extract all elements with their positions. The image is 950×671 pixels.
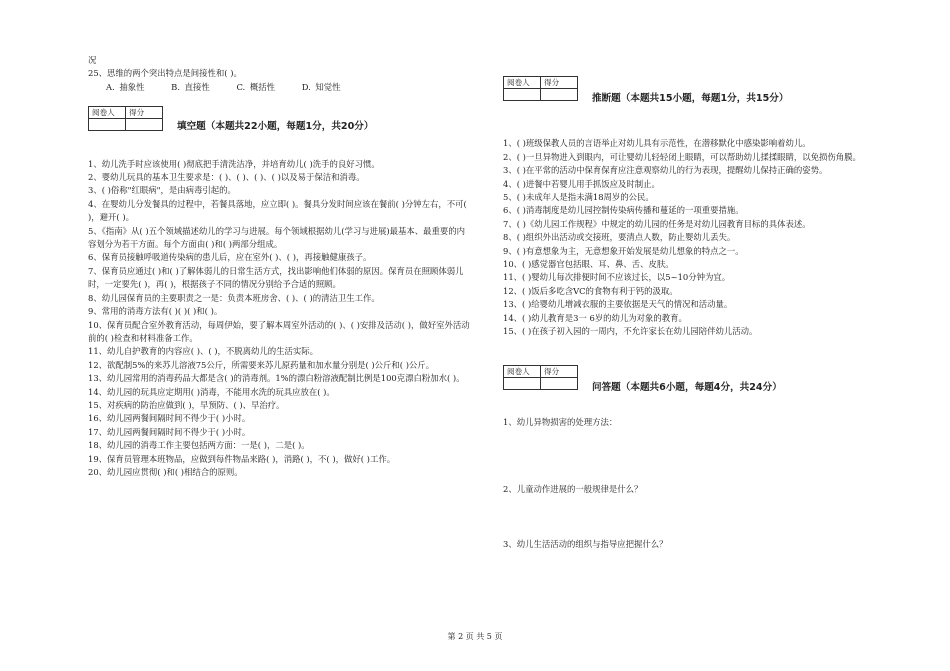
fill-q15: 15、对疾病的防治应做到( )，早预防、( )、早治疗。 bbox=[88, 399, 285, 410]
option-d: D. 知觉性 bbox=[301, 81, 341, 92]
judge-q14: 14、( )幼儿教育是3一 6岁的幼儿为对象的教育。 bbox=[503, 312, 687, 323]
judge-q3: 3、( )在平常的活动中保育保育应注意观察幼儿的行为表现，提醒幼儿保持正确的姿势。 bbox=[503, 165, 828, 176]
qa-section-title: 问答题（本题共6小题，每题4分，共24分） bbox=[592, 381, 782, 393]
fill-q17: 17、幼儿园两餐间隔时间不得少于( )小时。 bbox=[88, 426, 251, 437]
fill-section-title: 填空题（本题共22小题，每题1分，共20分） bbox=[177, 121, 374, 133]
judge-q4: 4、( )进餐中若婴儿用手抓饭应及时制止。 bbox=[503, 178, 660, 189]
score-box bbox=[88, 106, 163, 131]
score-label: 得分 bbox=[126, 107, 163, 119]
fill-q10: 10、保育员配合室外教育活动，每周伊始，要了解本周室外活动的( )、( )安排及活动( )，做好室外活动前的( )检查和材料准备工作。 bbox=[88, 319, 470, 343]
fill-q9: 9、常用的消毒方法有( )( )( )和( )。 bbox=[88, 306, 223, 317]
judge-q15: 15、( )在孩子初入园的一周内，不允许家长在幼儿园陪伴幼儿活动。 bbox=[503, 326, 758, 337]
fill-q6: 6、保育员接触呼吸道传染病的患儿后，应在室外( )、( )，再接触健康孩子。 bbox=[88, 252, 372, 263]
option-c: C. 概括性 bbox=[236, 81, 276, 92]
judge-section-title: 推断题（本题共15小题，每题1分，共15分） bbox=[592, 93, 789, 104]
qa-questions bbox=[503, 416, 883, 551]
qa-q2: 2、儿童动作进展的一般规律是什么？ bbox=[503, 484, 643, 495]
judge-questions bbox=[503, 137, 883, 338]
left-column bbox=[88, 54, 470, 479]
reviewer-label: 阅卷人 bbox=[504, 77, 541, 89]
question-25-options bbox=[88, 81, 470, 94]
judge-q6: 6、( )消毒制度是幼儿园控制传染病传播和蔓延的一项重要措施。 bbox=[503, 205, 744, 216]
fill-questions bbox=[88, 158, 470, 480]
reviewer-cell bbox=[504, 377, 541, 389]
fill-q11: 11、幼儿自护教育的内容应( )、( )，不脱离幼儿的生活实际。 bbox=[88, 346, 319, 357]
judge-q5: 5、( )未成年人是指未满18周岁的公民。 bbox=[503, 192, 654, 203]
fill-q14: 14、幼儿园的玩具应定期用( )消毒，不能用水洗的玩具应放在( )。 bbox=[88, 386, 335, 397]
judge-q13: 13、( )给婴幼儿增减衣服的主要依据是天气的情况和活动量。 bbox=[503, 299, 733, 310]
fill-q5: 5、《指南》从( )五个领域描述幼儿的学习与进展。每个领域根据幼儿(学习与进展)最基本、最重要的内容划分为若干方面。每个方面由( )和( )两部分组成。 bbox=[88, 225, 465, 250]
continued-text: 况 bbox=[88, 55, 97, 65]
judge-q9: 9、( )有意想象为主，无意想象开始发展是幼儿想象的特点之一。 bbox=[503, 245, 744, 256]
score-box bbox=[503, 365, 578, 390]
score-label: 得分 bbox=[541, 365, 578, 377]
fill-q16: 16、幼儿园两餐间隔时间不得少于( )小时。 bbox=[88, 413, 251, 424]
score-box bbox=[503, 76, 578, 101]
fill-q8: 8、幼儿园保育员的主要职责之一是：负责本班房舍、( )、( )的清洁卫生工作。 bbox=[88, 292, 380, 303]
fill-q1: 1、幼儿洗手时应该使用( )彻底把手清洗洁净，并培育幼儿( )洗手的良好习惯。 bbox=[88, 158, 380, 169]
reviewer-label: 阅卷人 bbox=[89, 107, 126, 119]
qa-section-header bbox=[503, 365, 883, 394]
fill-q12: 12、欲配制5%的来苏儿溶液75公斤，所需要来苏儿原药量和加水量分别是( )公斤和( )公斤。 bbox=[88, 359, 435, 370]
judge-q7: 7、( )《幼儿园工作规程》中规定的幼儿园的任务是对幼儿园教育目标的具体表述。 bbox=[503, 218, 811, 229]
qa-q3: 3、幼儿生活活动的组织与指导应把握什么？ bbox=[503, 538, 668, 549]
question-25: 25、思维的两个突出特点是间接性和( )。 bbox=[88, 68, 242, 79]
fill-q18: 18、幼儿园的消毒工作主要包括两方面：一是( )，二是( )。 bbox=[88, 440, 310, 451]
fill-q4: 4、在婴幼儿分发餐具的过程中，若餐具落地，应立即( )。餐具分发时间应该在餐前( )分钟左右，不可( )，避开( )。 bbox=[88, 198, 467, 223]
judge-q11: 11、( )婴幼儿每次排便时间不应该过长，以5~10分钟为宜。 bbox=[503, 272, 731, 283]
judge-q1: 1、( )班级保教人员的言语举止对幼儿具有示范性，在潜移默化中感染影响着幼儿。 bbox=[503, 138, 811, 149]
page-footer: 第 2 页 共 5 页 bbox=[447, 632, 503, 641]
judge-section-header bbox=[503, 76, 883, 105]
judge-q2: 2、( )一旦异物进入到眼内，可让婴幼儿轻轻闭上眼睛，可以帮助幼儿揉揉眼睛，以免损伤角膜。 bbox=[503, 151, 861, 162]
fill-q2: 2、婴幼儿玩具的基本卫生要求是：( )、( )、( )、( )以及易于保洁和消毒。 bbox=[88, 172, 365, 183]
fill-section-header bbox=[88, 106, 470, 133]
right-column bbox=[503, 76, 883, 551]
judge-q10: 10、( )感觉器官包括眼、耳、鼻、舌、皮肤。 bbox=[503, 259, 674, 270]
fill-q7: 7、保育员应通过( )和( )了解体弱儿的日常生活方式，找出影响他们体弱的原因。保育员在照顾体弱儿时，一定要先( )，再( )，根据孩子不同的情况分别给予合适的照顾。 bbox=[88, 265, 464, 290]
reviewer-cell bbox=[504, 89, 541, 101]
judge-q8: 8、( )组织外出活动或交接班，要清点人数，防止婴幼儿丢失。 bbox=[503, 232, 736, 243]
judge-q12: 12、( )饭后多吃含VC的食物有利于钙的汲取。 bbox=[503, 285, 678, 296]
fill-q19: 19、保育员管理本班物品，应做到每件物品来路( )，消路( )，不( )，做好( )工作。 bbox=[88, 453, 396, 464]
option-b: B. 直接性 bbox=[171, 81, 210, 92]
fill-q3: 3、( )俗称"红眼病"，是由病毒引起的。 bbox=[88, 185, 236, 196]
score-cell bbox=[541, 377, 578, 389]
option-a: A. 抽象性 bbox=[106, 81, 145, 92]
reviewer-label: 阅卷人 bbox=[504, 365, 541, 377]
qa-q1: 1、幼儿异物损害的处理方法： bbox=[503, 416, 618, 427]
score-label: 得分 bbox=[541, 77, 578, 89]
score-cell bbox=[541, 89, 578, 101]
score-cell bbox=[126, 119, 163, 131]
reviewer-cell bbox=[89, 119, 126, 131]
fill-q13: 13、幼儿园常用的消毒药品大都是含( )的消毒剂。1%的漂白粉溶液配制比例是100克漂白粉加水( )。 bbox=[88, 373, 465, 384]
fill-q20: 20、幼儿园应贯彻( )和( )相结合的原则。 bbox=[88, 466, 243, 477]
